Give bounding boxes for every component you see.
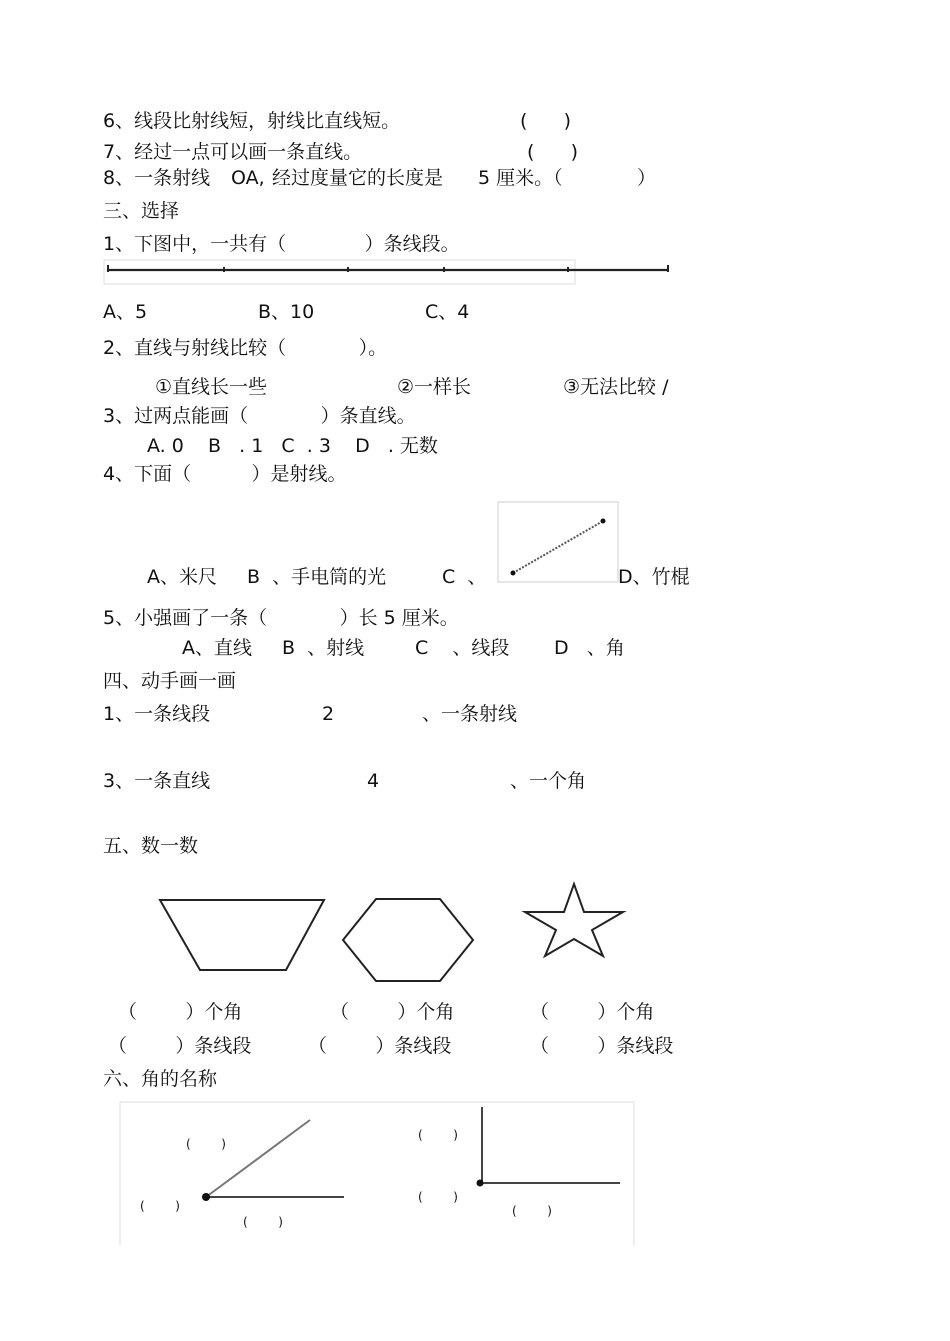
count-segments-1[interactable]: （ ）条线段 [108,1035,252,1057]
choice-q4-d: D、竹棍 [618,566,690,588]
count-angles-1[interactable]: （ ）个角 [118,1001,243,1023]
draw-heading: 四、动手画一画 [103,670,237,692]
angle1-paren-left[interactable]: ( ) [140,1199,180,1213]
choice-q5-b: B 、射线 [282,637,365,659]
choice-q5-a: A、直线 [182,637,252,659]
draw-item-2: 、一条射线 [422,703,518,725]
choice-q4-text: 4、下面（ ）是射线。 [103,463,347,485]
hexagon-shape [340,896,478,986]
angle2-paren-top[interactable]: ( ) [418,1128,458,1142]
choice-q5-text: 5、小强画了一条（ ）长 5 厘米。 [103,607,459,629]
choice-q5-d: D 、角 [554,637,625,659]
star-shape [521,881,627,959]
choice-q1-b: B、10 [258,301,315,323]
judge-q6-text: 6、线段比射线短，射线比直线短。 [103,110,401,132]
segment-figure [100,258,580,288]
choice-q1-c: C、4 [425,301,470,323]
choice-q2-text: 2、直线与射线比较（ ）。 [103,337,388,359]
draw-item-4: 、一个角 [510,770,587,792]
choice-q2-o3: ③无法比较 / [563,376,669,398]
angle2-paren-bottom[interactable]: ( ) [512,1204,552,1218]
count-heading: 五、数一数 [103,835,199,857]
judge-q8-num: 5 厘米。（ [478,167,563,189]
judge-q7-text: 7、经过一点可以画一条直线。 [103,141,363,163]
judge-q6-blank[interactable]: ( ) [520,110,572,132]
choice-q3-opts: A. 0 B . 1 C . 3 D . 无数 [147,435,438,457]
trapezoid-shape [158,898,328,974]
choice-q1-a: A、5 [103,301,148,323]
choice-q1-text: 1、下图中，一共有（ ）条线段。 [103,233,460,255]
judge-q8-text2: 经过度量它的长度是 [272,167,444,189]
count-segments-3[interactable]: （ ）条线段 [530,1035,674,1057]
judge-q8-oa: OA, [231,167,265,189]
angle-names-figure [118,1100,638,1248]
draw-item-4-num: 4 [367,770,380,792]
judge-q8-close: ） [637,167,657,189]
choice-heading: 三、选择 [103,200,180,222]
ray-picture [497,501,619,583]
choice-q4-c: C 、 [442,566,487,588]
draw-item-2-num: 2 [322,703,335,725]
count-angles-3[interactable]: （ ）个角 [530,1001,655,1023]
draw-item-1: 1、一条线段 [103,703,211,725]
angle2-paren-left[interactable]: ( ) [418,1190,458,1204]
choice-q2-o1: ①直线长一些 [155,376,268,398]
choice-q5-c: C 、线段 [415,637,510,659]
count-segments-2[interactable]: （ ）条线段 [308,1035,452,1057]
angle1-paren-bottom[interactable]: ( ) [243,1215,283,1229]
choice-q3-text: 3、过两点能画（ ）条直线。 [103,405,416,427]
judge-q8-text: 8、一条射线 [103,167,211,189]
draw-item-3: 3、一条直线 [103,770,211,792]
angle1-paren-top[interactable]: ( ) [186,1137,226,1151]
judge-q7-blank[interactable]: ( ) [527,141,579,163]
names-heading: 六、角的名称 [103,1068,218,1090]
choice-q4-a: A、米尺 [147,566,217,588]
choice-q4-b: B 、手电筒的光 [247,566,387,588]
choice-q2-o2: ②一样长 [397,376,472,398]
count-angles-2[interactable]: （ ）个角 [330,1001,455,1023]
